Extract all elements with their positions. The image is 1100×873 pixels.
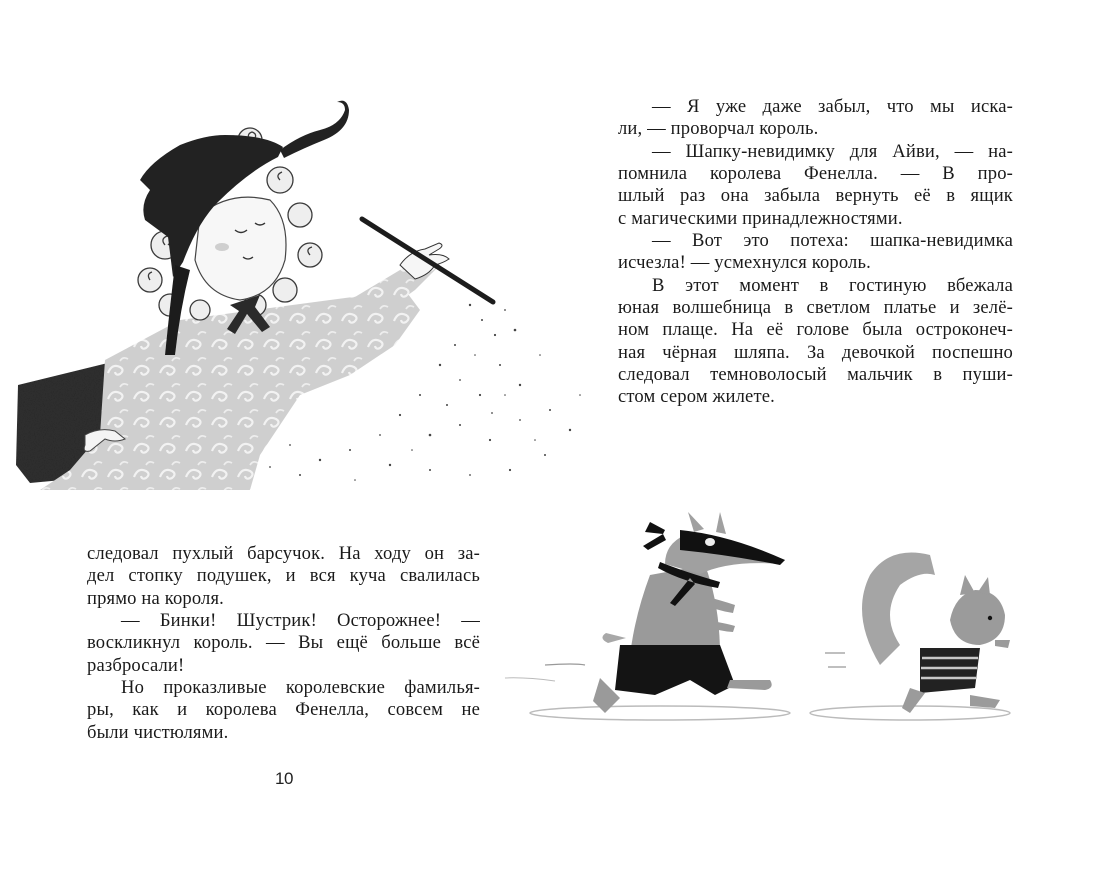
text-line: — Вот это потеха: шапка-невидимка: [652, 230, 1013, 252]
text-line: исчезла! — усмехнулся король.: [618, 252, 871, 274]
text-line: В этот момент в гостиную вбежала: [652, 274, 1013, 296]
text-line: ли, — проворчал король.: [618, 118, 819, 140]
text-line: — Шапку-невидимку для Айви, — на-: [652, 140, 1013, 162]
page-number: 10: [275, 769, 293, 788]
text-line: следовал темноволосый мальчик в пуши-: [618, 364, 1013, 386]
text-line: следовал пухлый барсучок. На ходу он за-: [87, 543, 480, 564]
text-line: стом сером жилете.: [618, 386, 775, 408]
text-column-right: [618, 96, 1013, 409]
text-line: ры, как и королева Фенелла, совсем не: [87, 699, 480, 721]
text-line: шлый раз она забыла вернуть её в ящик: [618, 185, 1013, 207]
witch-illustration: [0, 95, 600, 490]
text-column-left: [87, 543, 480, 744]
text-line: — Бинки! Шустрик! Осторожнее! —: [121, 610, 480, 632]
text-line: юная волшебница в светлом платье и зелё-: [618, 297, 1013, 319]
text-line: — Я уже даже забыл, что мы иска-: [652, 96, 1013, 117]
text-line: с магическими принадлежностями.: [618, 207, 903, 229]
text-line: ном плаще. На её голове была остроконеч-: [618, 319, 1013, 341]
badger: [593, 512, 785, 713]
squirrel: [862, 553, 1010, 714]
text-line: разбросали!: [87, 654, 185, 676]
text-line: дел стопку подушек, и вся куча свалилась: [87, 565, 480, 587]
text-line: помнила королева Фенелла. — В про-: [618, 163, 1013, 185]
text-line: прямо на короля.: [87, 587, 224, 609]
animals-illustration: [500, 500, 1100, 730]
text-line: воскликнул король. — Вы ещё больше всё: [87, 632, 480, 654]
text-line: ная чёрная шляпа. За девочкой поспешно: [618, 341, 1013, 363]
text-line: Но проказливые королевские фамилья-: [121, 677, 480, 699]
text-line: были чистюлями.: [87, 721, 229, 743]
